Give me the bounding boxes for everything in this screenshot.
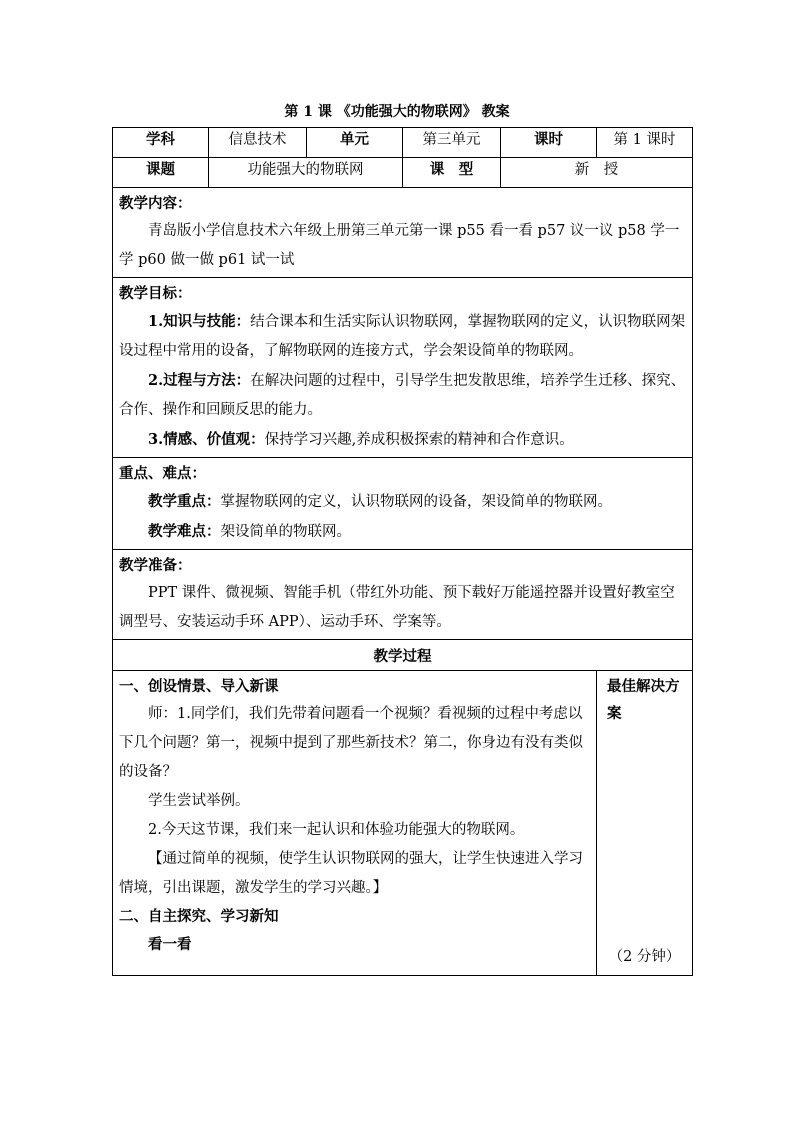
process-para: 学生尝试举例。 [148, 793, 250, 809]
key-points-row [113, 458, 693, 550]
preparation-text: PPT 课件、微视频、智能手机（带红外功能、预下载好万能遥控器并设置好教室空调型号、安装运动手环 APP）、运动手环、学案等。 [119, 585, 675, 630]
side-heading: 最佳解决方案 [607, 678, 680, 722]
lesson-plan-table [112, 127, 693, 976]
header-row-1 [113, 128, 693, 158]
topic-label: 课题 [113, 158, 209, 188]
key-point-item: 教学重点：掌握物联网的定义，认识物联网的设备，架设简单的物联网。 [148, 493, 612, 510]
section2-sub: 看一看 [148, 936, 192, 953]
process-heading: 教学过程 [113, 640, 693, 671]
period-value: 第 1 课时 [597, 128, 693, 158]
objectives-row [113, 278, 693, 458]
unit-value: 第三单元 [403, 128, 501, 158]
preparation-heading: 教学准备： [119, 557, 192, 574]
process-para: 【通过简单的视频，使学生认识物联网的强大，让学生快速进入学习情境，引出课题，激发学生的学习兴趣。】 [119, 851, 583, 896]
key-points-cell [113, 458, 693, 550]
header-row-2 [113, 158, 693, 188]
objectives-heading: 教学目标： [119, 285, 192, 302]
process-main-cell [113, 671, 597, 976]
type-label: 课 型 [403, 158, 501, 188]
unit-label: 单元 [307, 128, 403, 158]
period-label: 课时 [501, 128, 597, 158]
key-points-heading: 重点、难点： [119, 465, 206, 482]
key-point-item: 教学难点：架设简单的物联网。 [148, 523, 351, 540]
content-heading: 教学内容： [119, 195, 192, 212]
process-para: 2.今天这节课，我们来一起认识和体验功能强大的物联网。 [148, 822, 525, 838]
objective-item: 2.过程与方法：在解决问题的过程中，引导学生把发散思维，培养学生迁移、探究、合作、操作和回顾反思的能力。 [119, 372, 686, 418]
subject-value: 信息技术 [209, 128, 307, 158]
content-row [113, 188, 693, 278]
objective-item: 3.情感、价值观：保持学习兴趣,养成积极探索的精神和合作意识。 [148, 431, 574, 448]
subject-label: 学科 [113, 128, 209, 158]
topic-value: 功能强大的物联网 [209, 158, 403, 188]
process-heading-row [113, 640, 693, 671]
preparation-cell [113, 550, 693, 640]
process-body-row [113, 671, 693, 976]
section1-title: 一、创设情景、导入新课 [119, 678, 279, 695]
process-para: 师：1.同学们，我们先带着问题看一个视频？看视频的过程中考虑以下几个问题？第一，视频中提到了那些新技术？第二，你身边有没有类似的设备？ [119, 706, 583, 780]
content-text: 青岛版小学信息技术六年级上册第三单元第一课 p55 看一看 p57 议一议 p58 学一学 p60 做一做 p61 试一试 [119, 223, 680, 268]
process-side-cell [597, 671, 693, 976]
preparation-row [113, 550, 693, 640]
document-title: 第 1 课 《功能强大的物联网》 教案 [284, 104, 510, 120]
objectives-cell [113, 278, 693, 458]
section2-title: 二、自主探究、学习新知 [119, 908, 279, 925]
side-time: （2 分钟） [608, 949, 681, 965]
content-cell [113, 188, 693, 278]
type-value: 新 授 [501, 158, 693, 188]
objective-item: 1.知识与技能：结合课本和生活实际认识物联网，掌握物联网的定义，认识物联网架设过程中常用的设备，了解物联网的连接方式，学会架设简单的物联网。 [119, 313, 686, 359]
